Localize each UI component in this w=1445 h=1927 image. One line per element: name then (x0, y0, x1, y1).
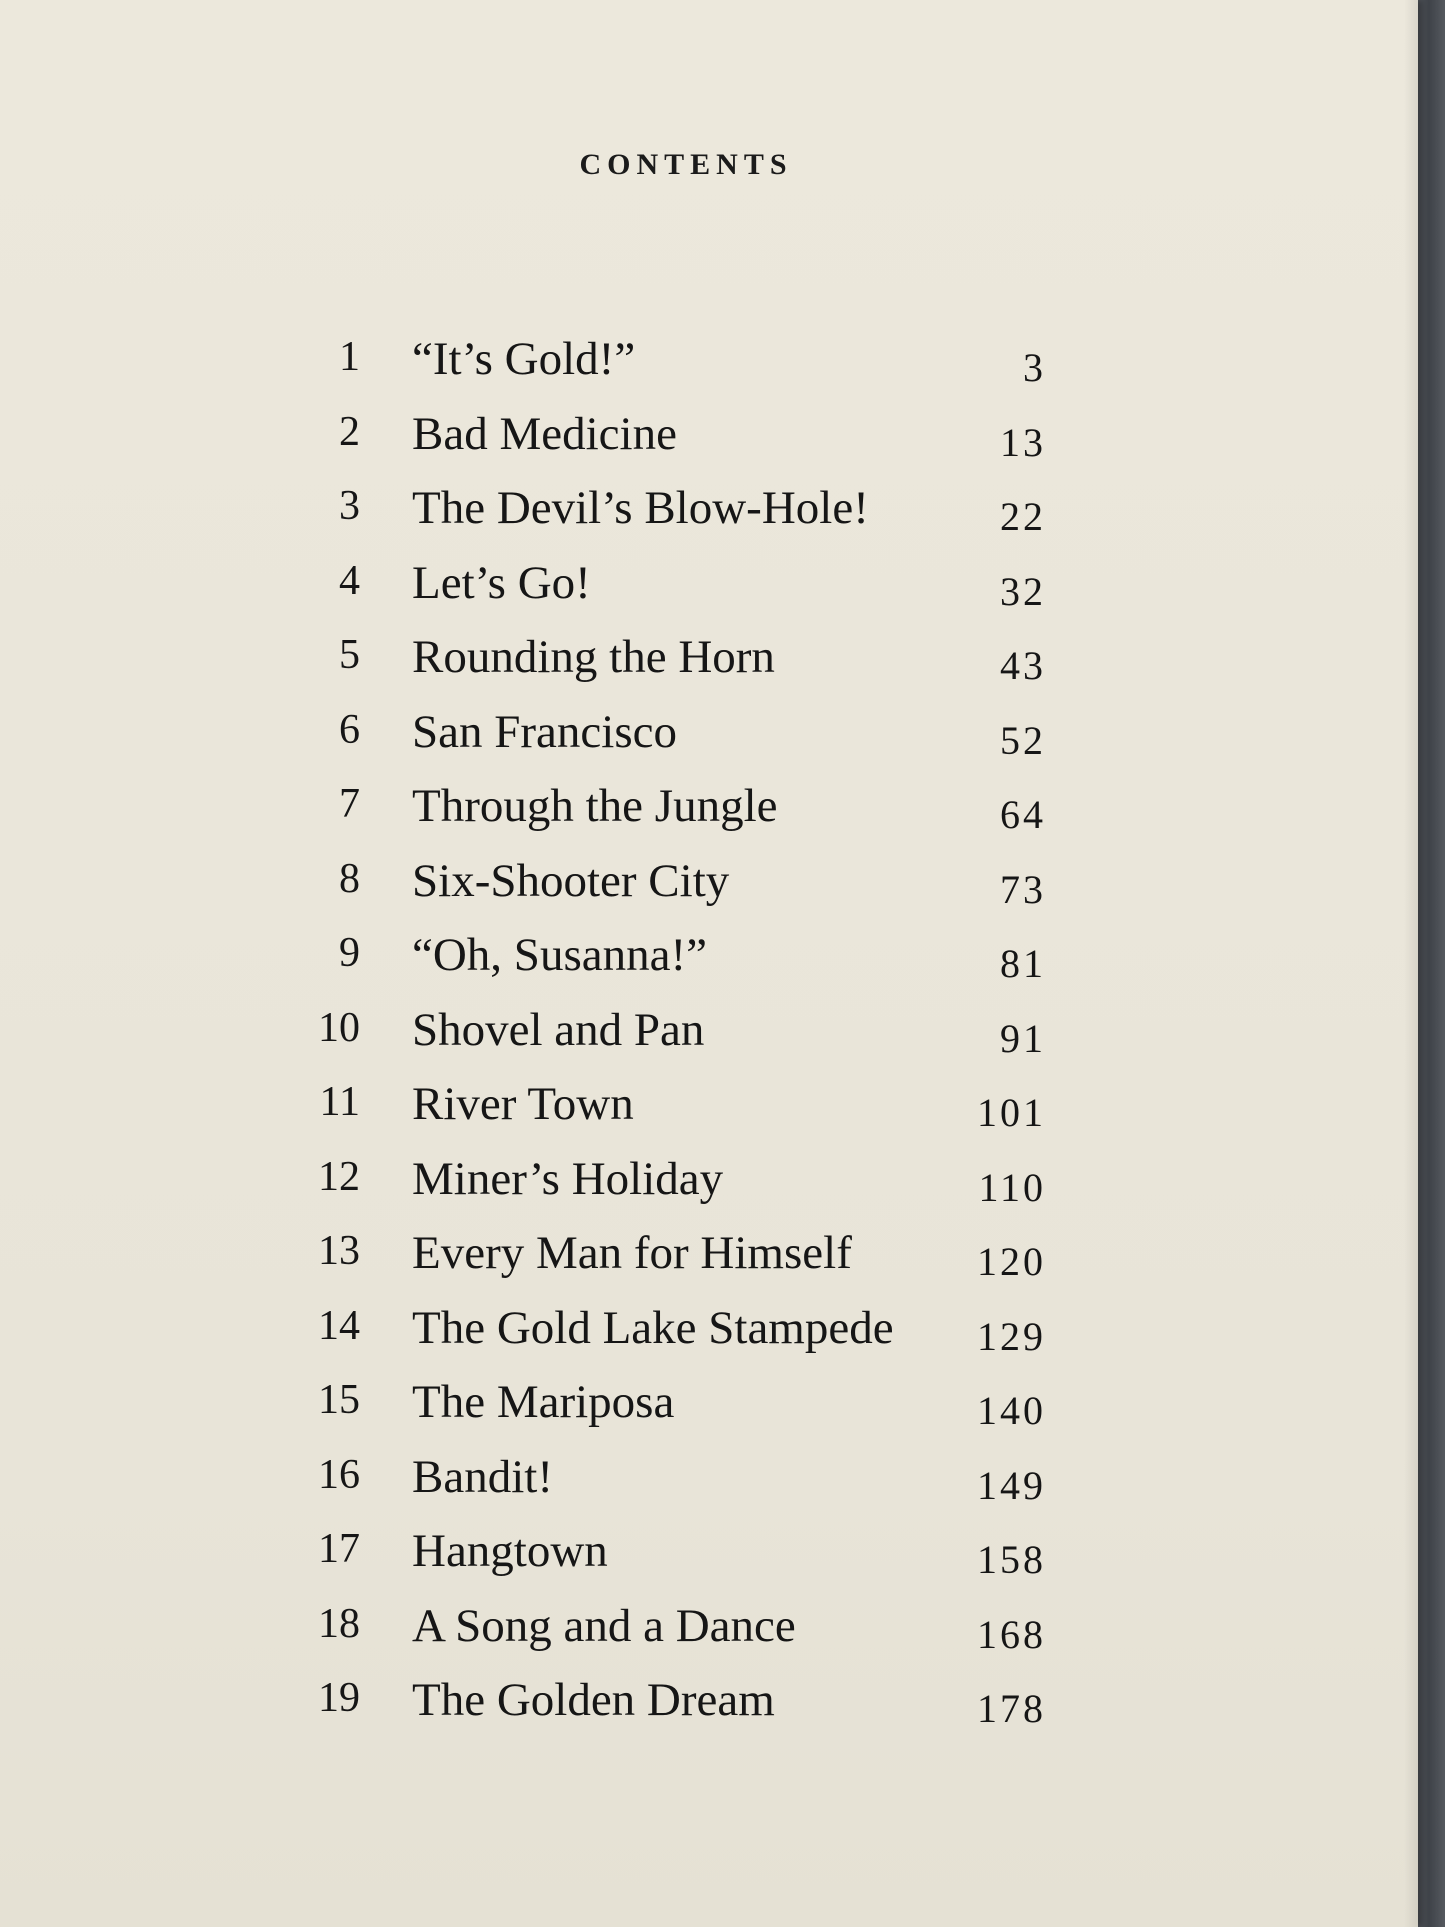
chapter-title: A Song and a Dance (412, 1599, 796, 1652)
chapter-number: 16 (318, 1451, 360, 1498)
toc-entry (0, 628, 1418, 703)
chapter-number: 11 (319, 1079, 360, 1125)
chapter-number: 12 (318, 1153, 360, 1200)
chapter-title: Hangtown (412, 1525, 608, 1577)
page-number: 73 (1000, 866, 1046, 912)
page-number: 168 (977, 1611, 1046, 1657)
toc-entry (0, 1299, 1418, 1374)
chapter-number: 9 (339, 930, 360, 976)
toc-entry (0, 852, 1418, 927)
chapter-number: 10 (318, 1004, 360, 1051)
chapter-number: 3 (339, 483, 360, 529)
chapter-title: River Town (412, 1078, 634, 1130)
chapter-number: 4 (339, 557, 360, 604)
page-number: 120 (977, 1239, 1046, 1284)
chapter-number: 17 (318, 1526, 360, 1572)
chapter-title: Through the Jungle (412, 780, 778, 832)
page-number: 149 (977, 1462, 1046, 1508)
chapter-number: 8 (339, 855, 360, 902)
toc-entry (0, 1075, 1418, 1150)
chapter-number: 7 (339, 781, 360, 827)
toc-entry (0, 1522, 1418, 1597)
chapter-number: 5 (339, 632, 360, 678)
page-number: 13 (1000, 419, 1046, 465)
page-number: 140 (977, 1388, 1046, 1433)
chapter-number: 1 (339, 334, 360, 380)
chapter-title: Shovel and Pan (412, 1003, 705, 1056)
chapter-title: Six-Shooter City (412, 854, 730, 907)
page-number: 32 (1000, 568, 1046, 614)
chapter-title: San Francisco (412, 705, 677, 758)
page-title: CONTENTS (579, 148, 793, 181)
chapter-number: 14 (318, 1302, 360, 1349)
toc-entry (0, 1671, 1418, 1746)
chapter-title: The Devil’s Blow-Hole! (412, 482, 869, 534)
toc-entry (0, 1597, 1418, 1672)
page-number: 64 (1000, 792, 1046, 837)
chapter-number: 15 (318, 1377, 360, 1423)
page-number: 129 (977, 1313, 1046, 1359)
page-number: 101 (977, 1090, 1046, 1135)
page-number: 81 (1000, 941, 1046, 986)
toc-entry (0, 554, 1418, 629)
chapter-number: 2 (339, 408, 360, 455)
toc-entry (0, 1448, 1418, 1523)
toc-entry (0, 405, 1418, 480)
chapter-number: 19 (318, 1675, 360, 1721)
toc-entry (0, 777, 1418, 852)
chapter-title: “Oh, Susanna!” (412, 929, 707, 981)
toc-entry (0, 926, 1418, 1001)
page-number: 178 (977, 1686, 1046, 1731)
chapter-number: 6 (339, 706, 360, 753)
chapter-title: Bandit! (412, 1450, 553, 1503)
chapter-title: Every Man for Himself (412, 1227, 852, 1279)
toc-entry (0, 479, 1418, 554)
chapter-title: Miner’s Holiday (412, 1152, 724, 1205)
chapter-title: Rounding the Horn (412, 631, 775, 683)
chapter-number: 18 (318, 1600, 360, 1647)
page-number: 3 (1023, 345, 1046, 390)
chapter-title: Let’s Go! (412, 556, 591, 609)
toc-entry (0, 1001, 1418, 1076)
chapter-title: The Golden Dream (412, 1674, 775, 1726)
chapter-title: The Gold Lake Stampede (412, 1301, 894, 1354)
page-number: 158 (977, 1537, 1046, 1582)
toc-entry (0, 1224, 1418, 1299)
page-number: 52 (1000, 717, 1046, 763)
page-number: 110 (978, 1164, 1046, 1210)
table-of-contents (0, 330, 1418, 1746)
toc-entry (0, 1373, 1418, 1448)
chapter-number: 13 (318, 1228, 360, 1274)
toc-entry (0, 1150, 1418, 1225)
page-number: 43 (1000, 643, 1046, 688)
chapter-title: “It’s Gold!” (412, 333, 636, 385)
toc-entry (0, 703, 1418, 778)
chapter-title: The Mariposa (412, 1376, 675, 1428)
page-number: 22 (1000, 494, 1046, 539)
toc-entry (0, 330, 1418, 405)
chapter-title: Bad Medicine (412, 407, 677, 460)
page-number: 91 (1000, 1015, 1046, 1061)
